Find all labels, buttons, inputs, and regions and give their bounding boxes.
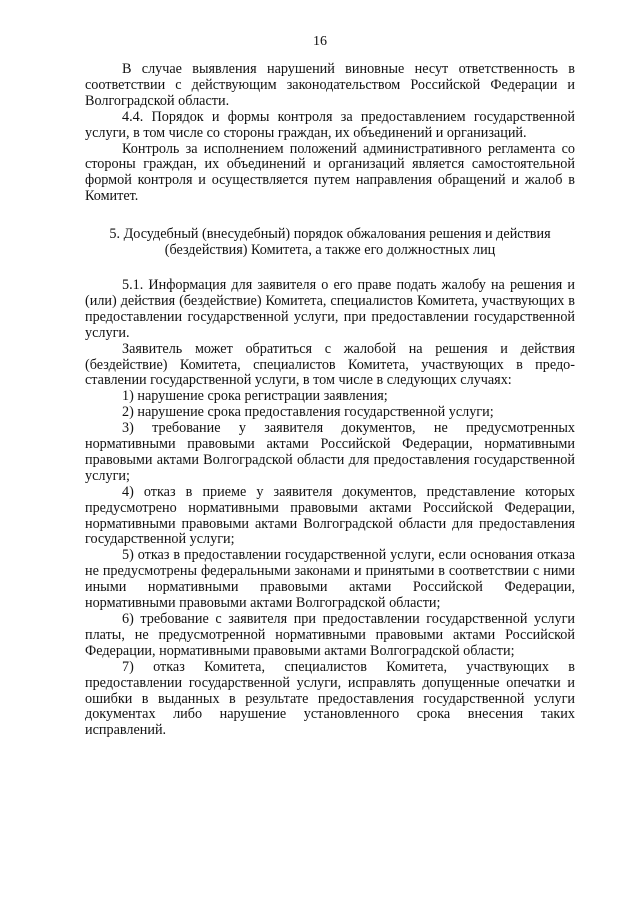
list-item: 4) отказ в приеме у заявителя документов, представление которых предусмотрено нормативными правовыми актами Российской Федерации, нормативными правовыми актами Волгоградской области для предоставления государственной услуги; — [85, 483, 575, 548]
list-item: 6) требование с заявителя при предоставлении государственной услуги платы, не предусмотренной нормативными правовыми актами Российской Федерации, нормативными правовыми актами Волгоградской области; — [85, 611, 575, 659]
paragraph-control-by-citizens: Контроль за исполнением положений административного регламента со стороны граждан, их объединений и организаций является самостоятельной формой контроля и осуществляется путем направления обращений и жалоб в Комитет. — [85, 140, 575, 205]
list-item: 2) нарушение срока предоставления государственной услуги; — [122, 404, 494, 421]
list-item: 1) нарушение срока регистрации заявления; — [122, 388, 388, 405]
paragraph-complaint-cases: Заявитель может обратиться с жалобой на решения и действия (бездействие) Комитета, специалистов Комитета, участвующих в предоставлении государственной услуги, в том числе в следующих случаях: — [85, 340, 575, 389]
section-5-heading: 5. Досудебный (внесудебный) порядок обжалования решения и действия (бездействия) Комитета, а также его должностных лиц — [109, 226, 551, 259]
list-item: 3) требование у заявителя документов, не предусмотренных нормативными правовыми актами Российской Федерации, нормативными правовыми актами Волгоградской области для предоставления государственной услуги; — [85, 420, 575, 484]
page-number: 16 — [313, 34, 327, 49]
document-body — [85, 62, 575, 739]
list-item: 7) отказ Комитета, специалистов Комитета, участвующих в предоставлении государственной услуги, исправлять допущенные опечатки и ошибки в выданных в результате предоставления государственной услуги документах либо нарушение установленного срока внесения таких исправлений. — [85, 658, 575, 739]
list-item: 5) отказ в предоставлении государственной услуги, если основания отказа не предусмотрены федеральными законами и принятыми в соответствии с ними иными нормативными правовыми актами Российской Федерации, нормативными правовыми актами Волгоградской области; — [85, 547, 575, 612]
paragraph-4-4: 4.4. Порядок и формы контроля за предоставлением государственной услуги, в том числе со стороны граждан, их объединений и организаций. — [85, 108, 575, 141]
paragraph-liability: В случае выявления нарушений виновные несут ответственность в соответствии с действующим законодательством Российской Федерации и Волгоградской области. — [85, 61, 575, 109]
paragraph-5-1: 5.1. Информация для заявителя о его праве подать жалобу на решения и (или) действия (бездействие) Комитета, специалистов Комитета, участвующих в предоставлении государственной услуги, при предоставлении государственной услуги. — [85, 276, 575, 341]
